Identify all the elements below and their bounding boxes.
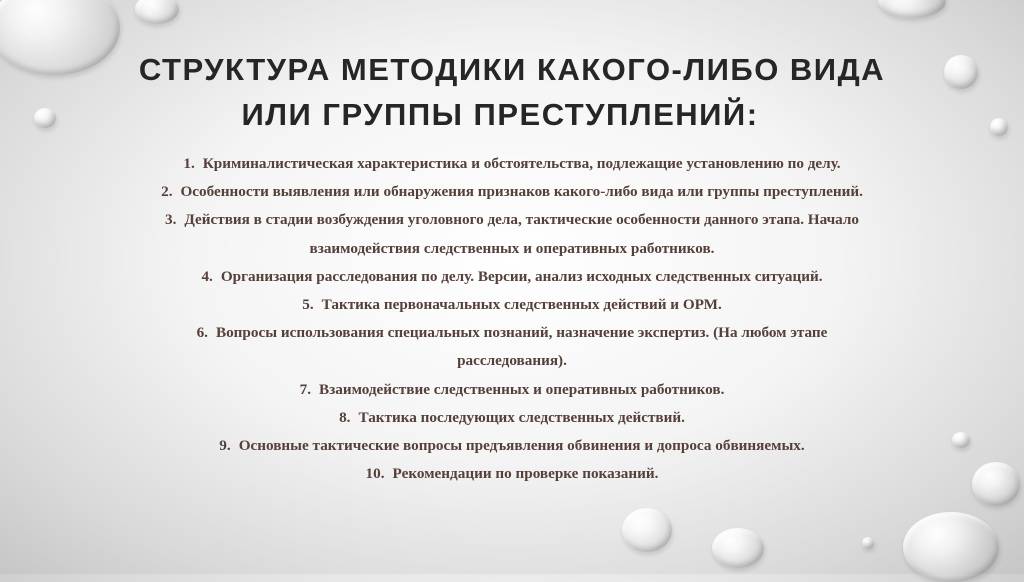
water-drop-decoration <box>862 537 874 549</box>
list-item: 9. Основные тактические вопросы предъявления обвинения и допроса обвиняемых. <box>219 437 805 455</box>
list-item: 6. Вопросы использования специальных познаний, назначение экспертиз. (На любом этапе расследования). <box>196 324 828 370</box>
water-drop-decoration <box>972 462 1020 506</box>
water-drop-decoration <box>712 528 764 568</box>
list-item: 2. Особенности выявления или обнаружения признаков какого-либо вида или группы преступлений. <box>161 183 863 201</box>
list-item: 8. Тактика последующих следственных действий. <box>339 408 685 426</box>
methodology-structure-list <box>62 150 962 488</box>
water-drop-decoration <box>903 512 999 582</box>
slide-title-line-1: СТРУКТУРА МЕТОДИКИ КАКОГО-ЛИБО ВИДА <box>138 52 886 87</box>
list-item: 7. Взаимодействие следственных и оперативных работников. <box>299 380 725 398</box>
list-item: 1. Криминалистическая характеристика и обстоятельства, подлежащие установлению по делу. <box>183 155 841 172</box>
list-item: 5. Тактика первоначальных следственных действий и ОРМ. <box>302 296 722 314</box>
water-drop-decoration <box>135 0 179 24</box>
water-drop-decoration <box>878 0 946 18</box>
list-item: 3. Действия в стадии возбуждения уголовного дела, тактические особенности данного этапа. Начало взаимодействия следственных и оперативных работников. <box>164 211 860 257</box>
water-drop-decoration <box>622 508 672 552</box>
list-item: 4. Организация расследования по делу. Версии, анализ исходных следственных ситуаций. <box>201 267 823 285</box>
list-item: 10. Рекомендации по проверке показаний. <box>365 465 659 483</box>
slide-title-line-2: ИЛИ ГРУППЫ ПРЕСТУПЛЕНИЙ: <box>241 97 759 132</box>
